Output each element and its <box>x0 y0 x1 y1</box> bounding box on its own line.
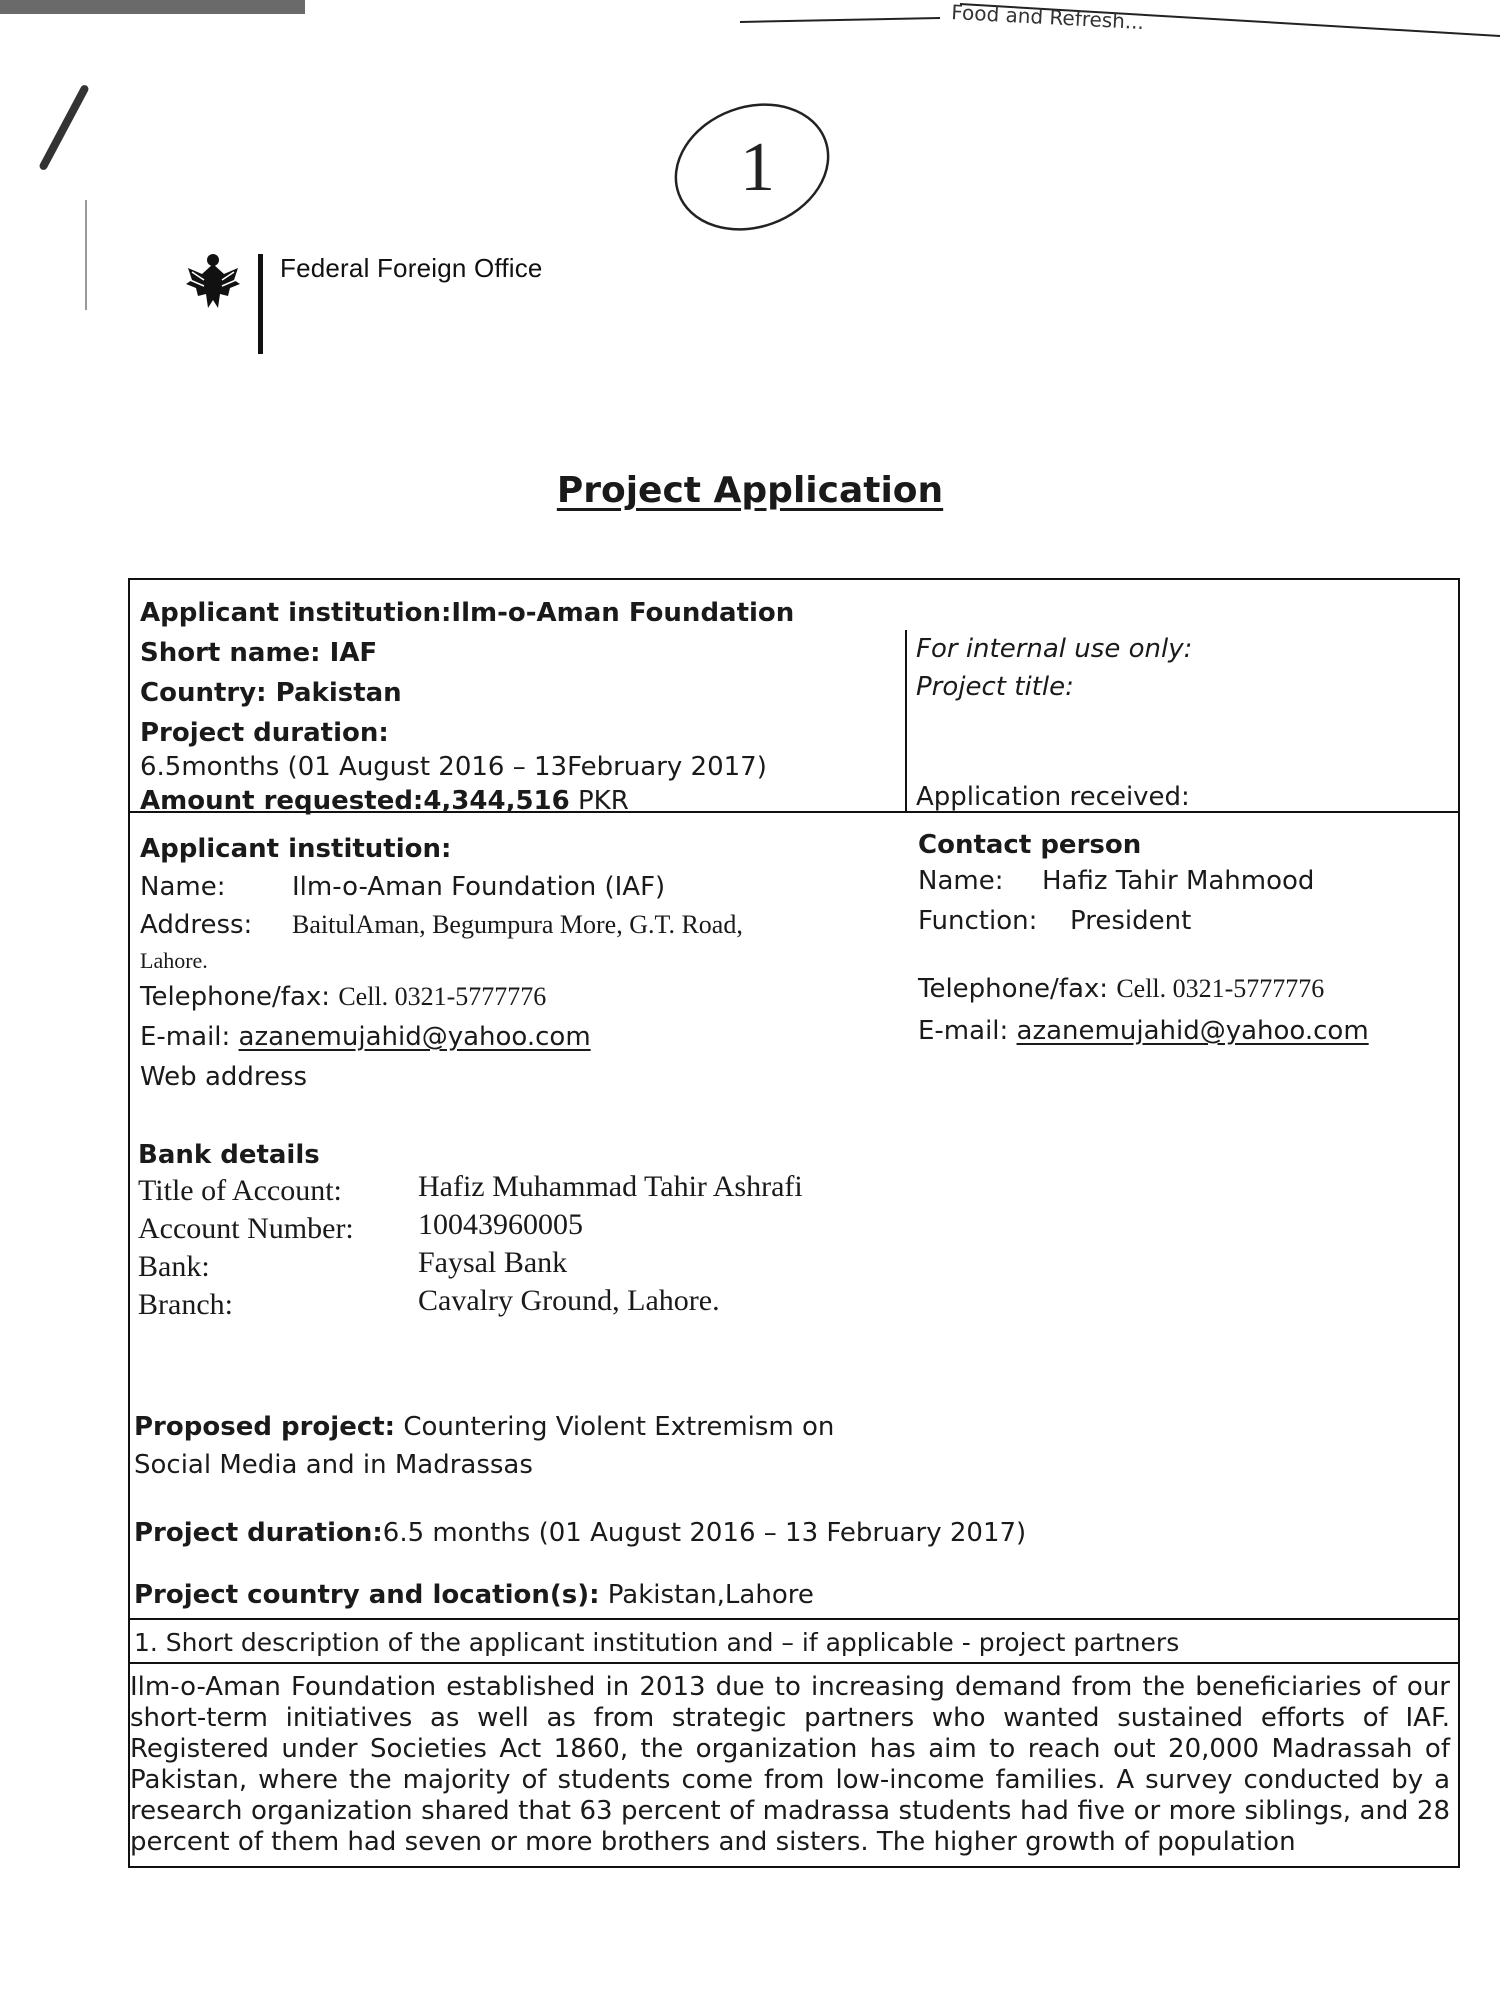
summary-duration-label: Project duration: <box>140 718 389 748</box>
applicant-name-label: Name: <box>140 872 226 902</box>
summary-country <box>140 678 402 708</box>
letterhead-office: Federal Foreign Office <box>280 253 543 283</box>
applicant-email-label: E-mail: <box>140 1022 231 1052</box>
applicant-address-line1: BaitulAman, Begumpura More, G.T. Road, <box>292 910 743 939</box>
contact-name-label: Name: <box>918 866 1004 896</box>
contact-email-label: E-mail: <box>918 1016 1009 1046</box>
contact-phone-value: Cell. 0321-5777776 <box>1116 974 1325 1003</box>
summary-duration-value: 6.5months (01 August 2016 – 13February 2017) <box>140 752 767 782</box>
proposed-project-line2: Social Media and in Madrassas <box>134 1450 533 1480</box>
section1-top-rule <box>128 1618 1460 1620</box>
section1-heading-rule <box>128 1662 1460 1664</box>
bank-account-value: 10043960005 <box>418 1208 583 1241</box>
project-location-label: Project country and location(s): <box>134 1580 600 1610</box>
project-duration-value: 6.5 months (01 August 2016 – 13 February 2017) <box>382 1518 1027 1548</box>
letterhead-divider <box>258 254 263 354</box>
underlying-page-text: Food and Refresh... <box>950 0 1145 35</box>
bank-bank-label: Bank: <box>138 1250 210 1283</box>
contact-email-link[interactable]: azanemujahid@yahoo.com <box>1016 1016 1369 1046</box>
proposed-project-label: Proposed project: <box>134 1412 396 1442</box>
circled-mark-number: 1 <box>740 129 775 206</box>
summary-amount-label: Amount requested: <box>140 786 424 816</box>
proposed-project-line1: Countering Violent Extremism on <box>403 1412 835 1442</box>
bank-title-label: Title of Account: <box>138 1174 342 1207</box>
applicant-address-line2: Lahore. <box>140 948 208 973</box>
internal-box-divider <box>905 630 907 812</box>
summary-amount-currency: PKR <box>578 786 629 816</box>
bank-title-value: Hafiz Muhammad Tahir Ashrafi <box>418 1170 803 1203</box>
applicant-phone-value: Cell. 0321-5777776 <box>338 982 547 1011</box>
summary-short-name-value: IAF <box>329 638 378 668</box>
applicant-web-label: Web address <box>140 1062 308 1092</box>
contact-name-value: Hafiz Tahir Mahmood <box>1042 866 1315 896</box>
applicant-phone <box>140 982 546 1012</box>
summary-applicant-value: Ilm-o-Aman Foundation <box>451 598 795 628</box>
summary-short-name <box>140 638 377 668</box>
internal-project-title: Project title: <box>916 672 1074 702</box>
bank-branch-label: Branch: <box>138 1288 233 1321</box>
applicant-phone-label: Telephone/fax: <box>140 982 331 1012</box>
summary-country-label: Country: <box>140 678 267 708</box>
bank-account-label: Account Number: <box>138 1212 354 1245</box>
applicant-email-link[interactable]: azanemujahid@yahoo.com <box>238 1022 591 1052</box>
document-title: Project Application <box>556 470 944 511</box>
project-duration <box>134 1518 1026 1548</box>
internal-application-received: Application received: <box>916 782 1190 812</box>
summary-country-value: Pakistan <box>275 678 402 708</box>
applicant-email <box>140 1022 591 1052</box>
applicant-name-value: Ilm-o-Aman Foundation (IAF) <box>292 872 666 902</box>
project-location-value: Pakistan,Lahore <box>607 1580 814 1610</box>
project-location <box>134 1580 814 1610</box>
margin-marks <box>85 200 105 310</box>
federal-eagle-icon <box>184 250 242 312</box>
contact-phone <box>918 974 1324 1004</box>
contact-function-value: President <box>1070 906 1192 936</box>
proposed-project <box>134 1412 834 1442</box>
circled-mark <box>660 95 840 235</box>
summary-amount-value: 4,344,516 <box>423 786 570 816</box>
internal-use-heading: For internal use only: <box>916 634 1193 664</box>
bank-branch-value: Cavalry Ground, Lahore. <box>418 1284 720 1317</box>
section1-heading: 1. Short description of the applicant institution and – if applicable - project partners <box>134 1628 1180 1657</box>
contact-heading: Contact person <box>918 830 1142 860</box>
summary-short-name-label: Short name: <box>140 638 321 668</box>
applicant-heading: Applicant institution: <box>140 834 452 864</box>
summary-applicant <box>140 598 794 628</box>
contact-function-label: Function: <box>918 906 1038 936</box>
contact-email <box>918 1016 1369 1046</box>
contact-phone-label: Telephone/fax: <box>918 974 1109 1004</box>
project-duration-label: Project duration: <box>134 1518 383 1548</box>
section1-body: Ilm-o-Aman Foundation established in 2013 due to increasing demand from the beneficiaries of our short-term initiatives as well as from strategic partners who wanted sustained efforts of IAF. Registered under Societies Act 1860, the organization has aim to reach out 20,000 Madrassah of Pakistan, where the majority of students come from low-income families. A survey conducted by a research organization shared that 63 percent of madrassa students had five or more siblings, and 28 percent of them had seven or more brothers and sisters. The higher growth of population <box>130 1672 1450 1857</box>
pen-stroke <box>38 84 90 172</box>
summary-amount <box>140 786 629 816</box>
bank-heading: Bank details <box>138 1140 320 1170</box>
scan-smudge <box>0 0 305 14</box>
bank-bank-value: Faysal Bank <box>418 1246 568 1279</box>
summary-applicant-label: Applicant institution: <box>140 598 452 628</box>
applicant-address-label: Address: <box>140 910 253 940</box>
